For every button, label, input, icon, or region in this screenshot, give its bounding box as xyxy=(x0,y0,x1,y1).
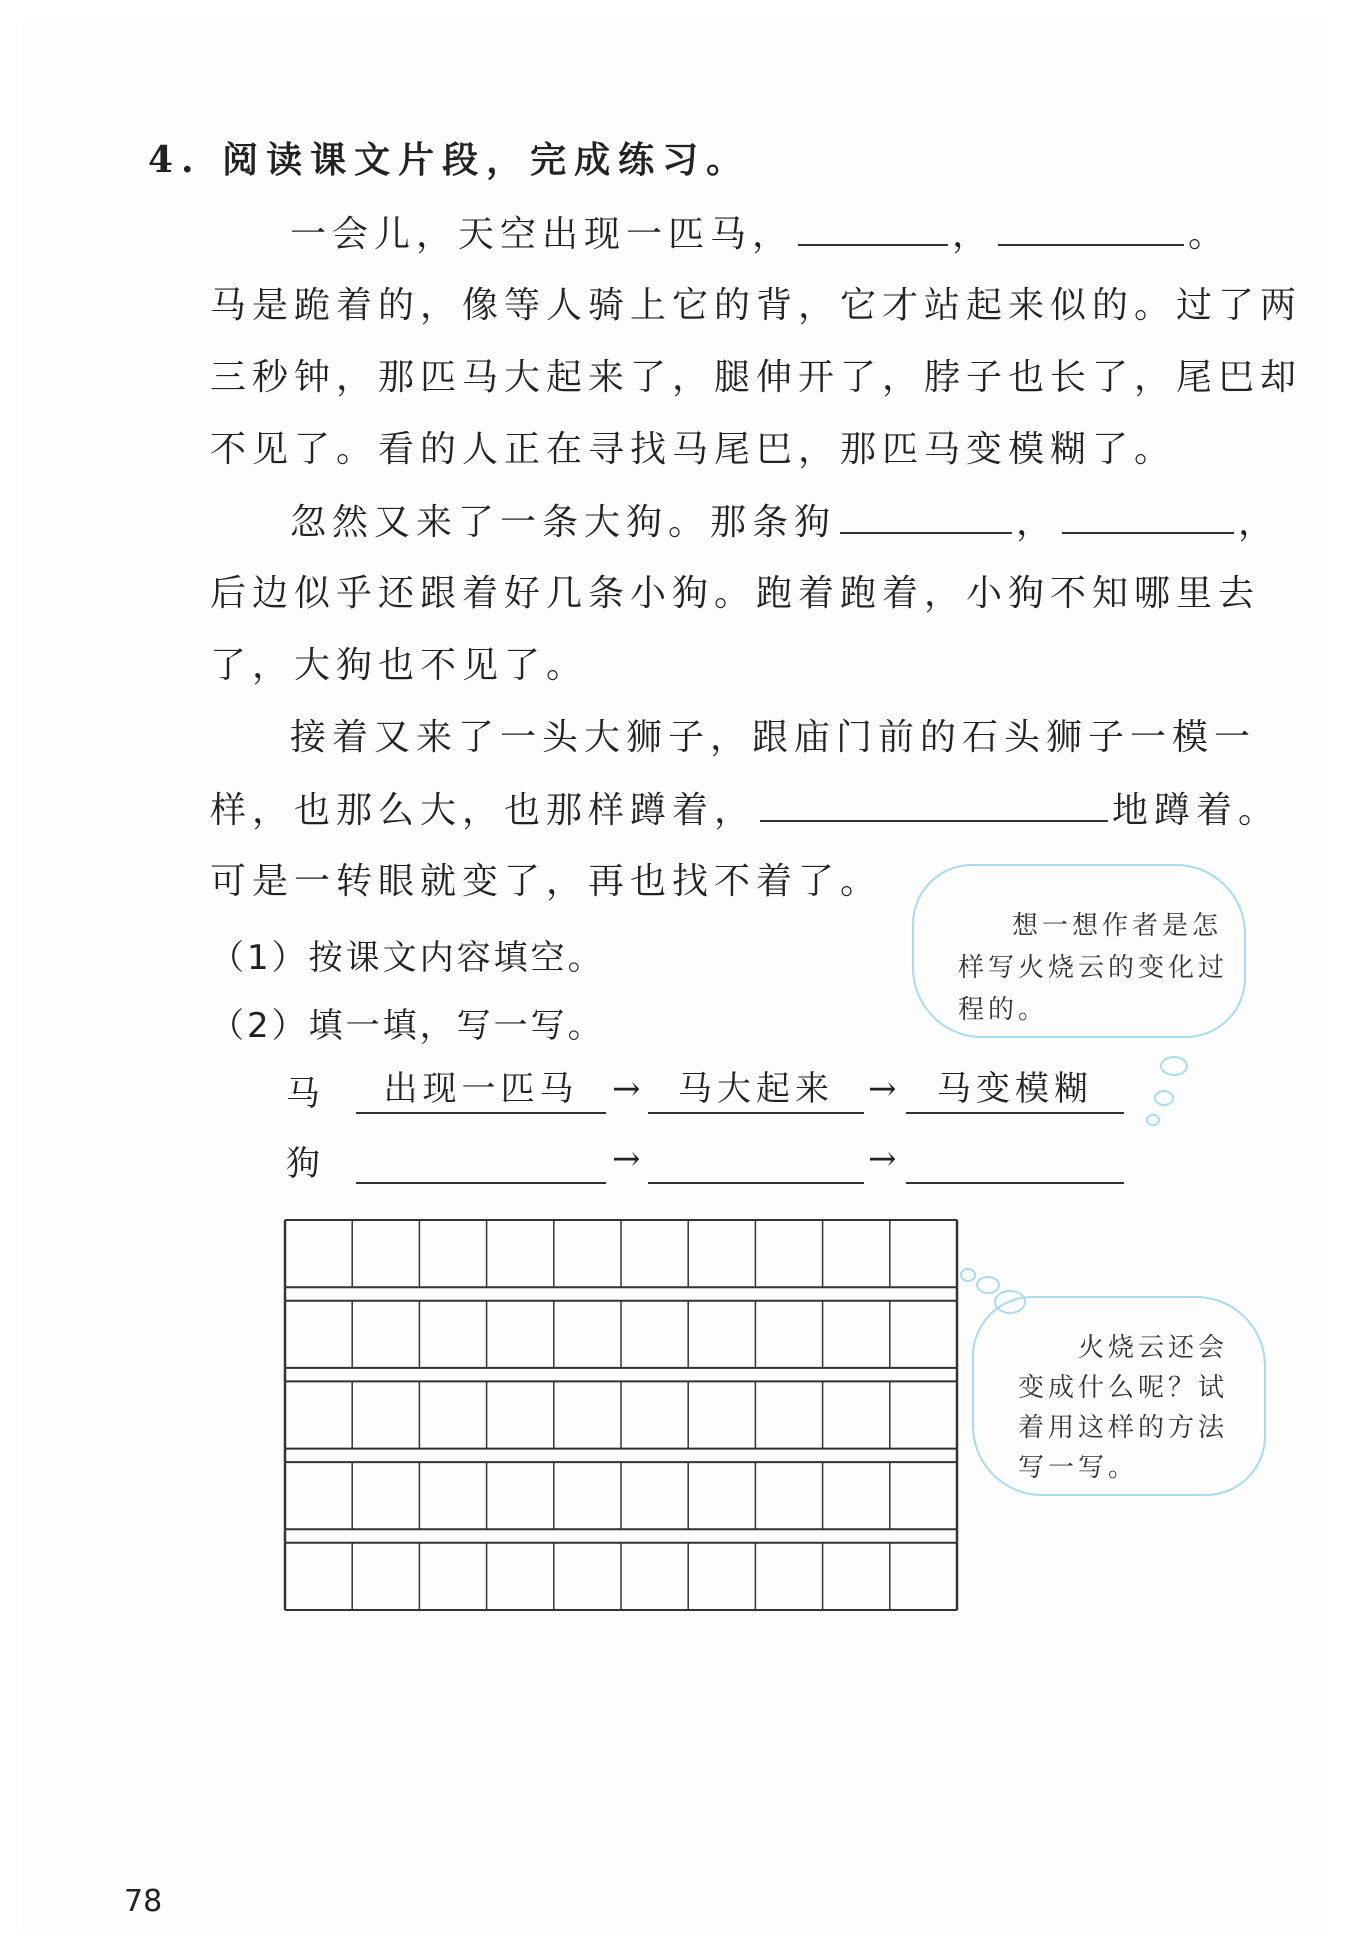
passage-p3-line3: 可是一转眼就变了，再也找不着了。 xyxy=(210,861,883,902)
bubble-text-line: 变成什么呢？试 xyxy=(1018,1373,1229,1403)
thought-bubble-prompt xyxy=(972,1296,1266,1496)
sub-question-2: （2）填一填，写一写。 xyxy=(210,1006,605,1046)
bubble-dot xyxy=(976,1276,1000,1294)
passage-p1-line3: 三秒钟，那匹马大起来了，腿伸开了，脖子也长了，尾巴却 xyxy=(210,357,1303,398)
passage-p3-line2 xyxy=(210,786,1280,835)
fill-blank-3[interactable] xyxy=(840,498,1012,534)
period: 。 xyxy=(1188,214,1231,255)
bubble-text-line: 样写火烧云的变化过 xyxy=(958,953,1229,983)
fill-blank-2[interactable] xyxy=(998,210,1184,246)
bubble-text-line: 程的。 xyxy=(958,995,1049,1025)
bubble-text-line: 写一写。 xyxy=(1018,1453,1139,1483)
comma: ， xyxy=(1238,502,1281,543)
sub-question-1: （1）按课文内容填空。 xyxy=(210,938,605,978)
flow-blank-dog-1[interactable] xyxy=(356,1136,606,1184)
bubble-text-line: 着用这样的方法 xyxy=(1018,1413,1229,1443)
passage-text: 一会儿，天空出现一匹马， xyxy=(290,214,795,255)
passage-p1-line1 xyxy=(290,210,1230,259)
arrow-icon: → xyxy=(612,1139,646,1179)
comma: ， xyxy=(952,214,995,255)
passage-text: 样，也那么大，也那样蹲着， xyxy=(210,790,757,831)
fill-blank-4[interactable] xyxy=(1062,498,1234,534)
passage-p3-line1: 接着又来了一头大狮子，跟庙门前的石头狮子一模一 xyxy=(290,717,1257,758)
passage-p2-line1 xyxy=(290,498,1280,547)
arrow-icon: → xyxy=(868,1139,902,1179)
flow-blank-dog-3[interactable] xyxy=(906,1136,1124,1184)
flow-blank-dog-2[interactable] xyxy=(648,1136,864,1184)
flow-label-horse: 马 xyxy=(286,1074,325,1114)
bubble-text-line: 火烧云还会 xyxy=(1078,1333,1229,1363)
passage-text: 忽然又来了一条大狗。那条狗 xyxy=(290,502,837,543)
page-number: 78 xyxy=(124,1884,163,1919)
bubble-dot xyxy=(960,1268,976,1282)
passage-p2-line3: 了，大狗也不见了。 xyxy=(210,645,589,686)
question-heading: 4. 阅读课文片段，完成练习。 xyxy=(148,139,751,181)
fill-blank-1[interactable] xyxy=(798,210,948,246)
fill-blank-5[interactable] xyxy=(760,786,1108,822)
thought-bubble-hint xyxy=(912,864,1246,1038)
comma: ， xyxy=(1016,502,1059,543)
flow-blank-horse-2[interactable]: 马大起来 xyxy=(648,1066,864,1114)
passage-p2-line2: 后边似乎还跟着好几条小狗。跑着跑着，小狗不知哪里去 xyxy=(210,573,1261,614)
writing-grid[interactable] xyxy=(283,1218,959,1628)
bubble-text-line: 想一想作者是怎 xyxy=(1012,911,1223,941)
passage-p1-line2: 马是跪着的，像等人骑上它的背，它才站起来似的。过了两 xyxy=(210,285,1303,326)
flow-blank-horse-1[interactable]: 出现一匹马 xyxy=(356,1066,606,1114)
arrow-icon: → xyxy=(868,1069,902,1109)
flow-label-dog: 狗 xyxy=(286,1144,325,1184)
bubble-dot xyxy=(1154,1090,1174,1106)
arrow-icon: → xyxy=(612,1069,646,1109)
passage-text: 地蹲着。 xyxy=(1112,790,1281,831)
bubble-dot xyxy=(1146,1114,1160,1126)
flow-blank-horse-3[interactable]: 马变模糊 xyxy=(906,1066,1124,1114)
bubble-dot xyxy=(1160,1056,1188,1076)
passage-p1-line4: 不见了。看的人正在寻找马尾巴，那匹马变模糊了。 xyxy=(210,429,1177,470)
